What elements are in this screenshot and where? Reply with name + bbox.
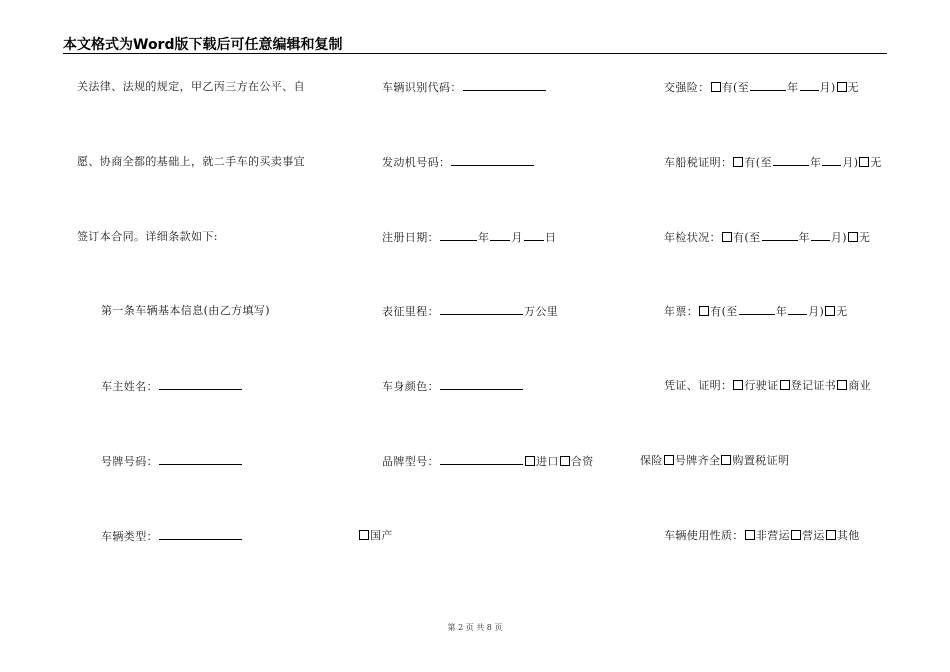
registration-cert-checkbox[interactable] [780, 380, 790, 390]
header-divider [63, 53, 887, 54]
brand-model-blank[interactable] [440, 454, 523, 465]
body-color-field [382, 379, 524, 394]
body-color-label: 车身颜色： [382, 380, 439, 393]
insurance-year-unit: 年 [787, 81, 799, 94]
body-line-2: 愿、协商全都的基础上，就二手车的买卖事宜 [77, 155, 305, 168]
vin-field [382, 80, 547, 95]
owner-name-blank[interactable] [159, 379, 242, 390]
body-line-1: 关法律、法规的规定，甲乙丙三方在公平、自 [77, 80, 305, 93]
insurance-no-label: 无 [847, 81, 860, 94]
vin-blank[interactable] [463, 80, 546, 91]
compulsory-insurance-field [664, 80, 859, 95]
section-heading: 第一条车辆基本信息(由乙方填写) [101, 304, 270, 317]
driving-license-label: 行驶证 [744, 379, 779, 392]
imported-checkbox[interactable] [525, 456, 535, 466]
annual-ticket-field [664, 304, 848, 319]
inspection-no-checkbox[interactable] [848, 232, 858, 242]
ticket-month-unit: 月) [808, 305, 825, 318]
ticket-yes-checkbox[interactable] [699, 306, 709, 316]
insurance-year-blank[interactable] [750, 80, 786, 91]
ticket-no-checkbox[interactable] [825, 306, 835, 316]
reg-day-unit: 日 [544, 231, 557, 244]
ticket-year-unit: 年 [775, 305, 788, 318]
tax-yes-checkbox[interactable] [733, 157, 743, 167]
inspection-year-unit: 年 [798, 231, 810, 244]
plates-complete-label: 号牌齐全 [674, 454, 721, 467]
mileage-blank[interactable] [440, 304, 523, 315]
reg-year-unit: 年 [478, 231, 490, 244]
insurance-yes-label: 有(至 [721, 81, 750, 94]
commercial-label: 商业 [848, 379, 872, 392]
commercial-checkbox[interactable] [837, 380, 847, 390]
brand-model-label: 品牌型号： [382, 455, 439, 468]
ticket-yes-label: 有(至 [710, 305, 738, 318]
page-number: 第 2 页 共 8 页 [447, 623, 503, 632]
tax-month-blank[interactable] [822, 155, 841, 166]
annual-inspection-field [664, 230, 870, 245]
inspection-yes-label: 有(至 [733, 231, 761, 244]
imported-label: 进口 [536, 455, 559, 468]
engine-number-label: 发动机号码： [382, 156, 451, 169]
owner-name-label: 车主姓名： [101, 380, 158, 393]
usage-nature-label: 车辆使用性质： [664, 529, 744, 542]
tax-year-blank[interactable] [773, 155, 809, 166]
mileage-label: 表征里程： [382, 305, 439, 318]
tax-no-label: 无 [870, 156, 882, 169]
purchase-tax-checkbox[interactable] [721, 455, 731, 465]
body-line-3: 签订本合同。详细条款如下: [77, 230, 218, 243]
tax-month-unit: 月) [842, 156, 859, 169]
insurance-month-blank[interactable] [800, 80, 819, 91]
owner-name-field [101, 379, 243, 394]
annual-inspection-label: 年检状况： [664, 231, 721, 244]
plate-number-blank[interactable] [159, 454, 242, 465]
reg-day-blank[interactable] [524, 230, 544, 241]
vehicle-type-blank[interactable] [159, 529, 242, 540]
tax-yes-label: 有(至 [744, 156, 772, 169]
mileage-unit: 万公里 [524, 305, 559, 318]
tax-no-checkbox[interactable] [859, 157, 869, 167]
inspection-year-blank[interactable] [762, 230, 798, 241]
registration-cert-label: 登记证书 [790, 379, 837, 392]
brand-model-field [382, 454, 594, 469]
ticket-month-blank[interactable] [788, 304, 807, 315]
body-color-blank[interactable] [440, 379, 523, 390]
certificates-continued [640, 454, 789, 468]
inspection-yes-checkbox[interactable] [722, 232, 732, 242]
page-header-title: 本文格式为Word版下载后可任意编辑和复制 [63, 37, 343, 53]
inspection-month-blank[interactable] [811, 230, 830, 241]
tax-year-unit: 年 [809, 156, 822, 169]
certificates-label: 凭证、证明： [664, 379, 733, 392]
purchase-tax-label: 购置税证明 [732, 454, 790, 467]
engine-number-field [382, 155, 535, 170]
vessel-tax-label: 车船税证明： [664, 156, 733, 169]
ticket-no-label: 无 [836, 305, 848, 318]
vehicle-type-field [101, 529, 243, 544]
insurance-no-checkbox[interactable] [837, 82, 847, 92]
other-use-label: 其他 [836, 529, 860, 542]
commercial-use-checkbox[interactable] [791, 530, 801, 540]
other-use-checkbox[interactable] [826, 530, 836, 540]
plates-complete-checkbox[interactable] [664, 455, 674, 465]
registration-date-label: 注册日期： [382, 231, 439, 244]
insurance-month-unit: 月) [819, 81, 836, 94]
registration-date-field [382, 230, 556, 245]
usage-nature-field [664, 529, 860, 543]
engine-number-blank[interactable] [451, 155, 534, 166]
non-commercial-checkbox[interactable] [745, 530, 755, 540]
driving-license-checkbox[interactable] [733, 380, 743, 390]
plate-number-label: 号牌号码： [101, 455, 158, 468]
domestic-option [358, 529, 393, 543]
insurance-yes-checkbox[interactable] [711, 82, 721, 92]
reg-month-unit: 月 [511, 231, 523, 244]
domestic-label: 国产 [370, 529, 393, 542]
inspection-month-unit: 月) [830, 231, 847, 244]
joint-venture-checkbox[interactable] [560, 456, 570, 466]
reg-month-blank[interactable] [490, 230, 510, 241]
annual-ticket-label: 年票： [664, 305, 699, 318]
vessel-tax-field [664, 155, 882, 170]
insurance-label: 保险 [640, 454, 663, 467]
vin-label: 车辆识别代码： [382, 81, 462, 94]
inspection-no-label: 无 [859, 231, 871, 244]
certificates-field [664, 379, 871, 393]
commercial-use-label: 营运 [802, 529, 825, 542]
ticket-year-blank[interactable] [739, 304, 775, 315]
domestic-checkbox[interactable] [359, 530, 369, 540]
non-commercial-label: 非营运 [755, 529, 791, 542]
joint-venture-label: 合资 [570, 455, 594, 468]
compulsory-insurance-label: 交强险： [664, 81, 710, 94]
vehicle-type-label: 车辆类型： [101, 530, 158, 543]
mileage-field [382, 304, 558, 319]
reg-year-blank[interactable] [440, 230, 477, 241]
plate-number-field [101, 454, 243, 469]
